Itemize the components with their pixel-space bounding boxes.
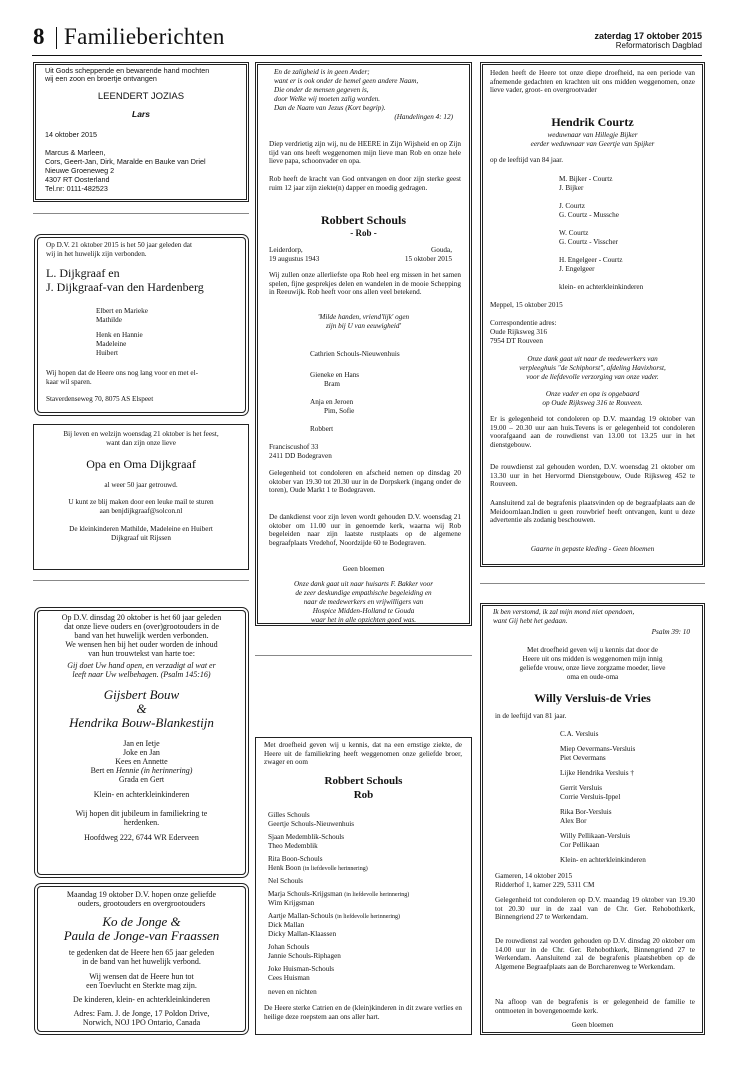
quote: zijn bij U van eeuwigheid' — [326, 322, 401, 330]
ad-text: in de band van het huwelijk verbond. — [82, 957, 201, 966]
header-divider — [56, 27, 57, 49]
family-member: H. Engelgeer - Courtz — [559, 256, 623, 264]
condolence-info: Er is gelegenheid tot condoleren op D.V. maandag 19 oktober van 19.00 – 20.30 uur aan huis.Tevens is er gelegenheid tot condoleren voorafgaand aan de rouwdienst van 13.00 tot 13.25 uur in het dienstgebouw. — [490, 415, 695, 449]
family-member: Bram — [324, 380, 340, 388]
ad-text: We wensen hen bij het ouder worden de inhoud — [65, 640, 218, 649]
ad-text: kaar wil sparen. — [46, 378, 92, 386]
anniversary-ad-bouw — [37, 610, 246, 875]
bible-quote: door Welke wij moeten zalig worden. — [274, 95, 381, 103]
obituary-courtz — [480, 62, 705, 567]
family-member: Klein- en achterkleinkinderen — [93, 790, 190, 799]
ad-text: Wij hopen dat de Heere ons nog lang voor en met el- — [46, 369, 198, 377]
in-memory-note: (in liefdevolle herinnering) — [302, 866, 368, 872]
ad-text: Dijkgraaf uit Rijssen — [111, 534, 171, 542]
family-member: Lijke Hendrika Versluis † — [560, 769, 634, 777]
couple-name: Ko de Jonge & — [102, 914, 181, 929]
family-member: M. Bijker - Courtz — [559, 175, 613, 183]
bible-quote: En de zaligheid is in geen Ander; — [274, 68, 370, 76]
thanks-note: voor de liefdevolle verzorging van onze vader. — [526, 373, 659, 381]
anniversary-ad-dejonge — [37, 886, 246, 1032]
obituary-text: Met droefheid geven wij u kennis dat door de — [527, 646, 658, 654]
family-member-name: Henk Boon — [268, 864, 303, 872]
family-member: Henk en Hannie — [96, 331, 143, 339]
bible-quote: Die onder de mensen gegeven is, — [274, 86, 369, 94]
bible-quote: want er is ook onder de hemel geen andere Naam, — [274, 77, 419, 85]
family-member-name: Marja Schouls-Krijgsman — [268, 890, 345, 898]
service-info: De dankdienst voor zijn leven wordt gehouden D.V. woensdag 21 oktober om 11.00 uur in genoemde kerk, waarna wij Rob begeleiden naar zijn laatste rustplaats op de algemene begraafplaats Vredehof, Noordzijde 60 te Bodegraven. — [269, 513, 461, 547]
thanks-note: de zeer deskundige empathische begeleiding en — [295, 589, 432, 597]
thanks-note: Hospice Midden-Holland te Gouda — [312, 607, 415, 615]
address: Ridderhof 1, kamer 229, 5311 CM — [495, 881, 595, 889]
no-flowers-note: Geen bloemen — [342, 565, 385, 573]
obituary-text: geliefde vrouw, onze lieve zorgzame moeder, lieve — [519, 664, 666, 672]
family-member: Madeleine — [96, 340, 127, 348]
ad-text: Bij leven en welzijn woensdag 21 oktober is het feest, — [63, 430, 219, 438]
place-date: Meppel, 15 oktober 2015 — [490, 301, 563, 309]
newspaper-name: Reformatorisch Dagblad — [615, 41, 702, 50]
ad-text: De kleinkinderen Mathilde, Madeleine en Huibert — [69, 525, 213, 533]
obituary-text: Heere uit ons midden is weggenomen mijn innig — [522, 655, 663, 663]
family-member: Mathilde — [96, 316, 122, 324]
family-member: Anja en Jeroen — [310, 398, 354, 406]
family-member: Willy Pellikaan-Versluis — [560, 832, 631, 840]
address: Norwich, NOJ 1PO Ontario, Canada — [82, 1018, 201, 1027]
address-city: 4307 RT Oosterland — [45, 175, 110, 184]
family-member: Cor Pellikaan — [560, 841, 600, 849]
column-separator — [480, 583, 705, 584]
family-member: Rika Bor-Versluis — [560, 808, 612, 816]
ad-title: Opa en Oma Dijkgraaf — [86, 457, 196, 471]
family-member: Cees Huisman — [268, 974, 310, 982]
ad-text: Op D.V. 21 oktober 2015 is het 50 jaar geleden dat — [46, 241, 192, 249]
address: Staverdenseweg 70, 8075 AS Elspeet — [46, 395, 154, 403]
issue-date: zaterdag 17 oktober 2015 — [594, 31, 702, 41]
anniversary-ad-opa-oma — [33, 424, 249, 570]
anniversary-ad-hardenberg — [37, 237, 246, 413]
family-member: Huibert — [96, 349, 118, 357]
ad-text: herdenken. — [123, 818, 160, 827]
bible-quote: leeft naar Uw welbehagen. (Psalm 145:16) — [72, 670, 211, 679]
obituary-text: Diep verdrietig zijn wij, nu de HEERE in Zijn Wijsheid en op Zijn tijd van ons heeft weggenomen mijn lieve man Rob en onze hele lieve papa, schoonvader en opa. — [269, 140, 461, 166]
obituary-text: De Heere sterke Catrien en de (klein)kinderen in dit zware verlies en heilige deze roepstem aan ons aller hart. — [264, 1004, 462, 1021]
ad-text: wij in het huwelijk zijn verbonden. — [46, 250, 147, 258]
deceased-nickname: - Rob - — [350, 228, 377, 238]
deceased-name: Willy Versluis-de Vries — [534, 691, 651, 705]
lying-in-state: op Oude Rijksweg 316 te Rouveen. — [542, 399, 643, 407]
bible-quote: Gij doet Uw hand open, en verzadigt al wat er — [67, 661, 216, 670]
family-member: Joke Huisman-Schouls — [268, 965, 335, 973]
in-memory-note: (in liefdevolle herinnering) — [335, 914, 401, 920]
birth-intro: Uit Gods scheppende en bewarende hand mochten — [45, 66, 210, 75]
family-member: Alex Bor — [560, 817, 587, 825]
bible-reference: Psalm 39: 10 — [651, 628, 690, 636]
ad-text: want dan zijn onze lieve — [106, 439, 176, 447]
ad-text: Wij wensen dat de Heere hun tot — [89, 972, 194, 981]
birth-date: 19 augustus 1943 — [269, 255, 320, 263]
family-member-name: Aartje Mallan-Schouls — [268, 912, 336, 920]
thanks-note: Onze dank gaat uit naar de medewerkers van — [527, 355, 658, 363]
parents: Marcus & Marleen, — [45, 148, 106, 157]
death-place: Gouda, — [431, 246, 452, 254]
condolence-info: Gelegenheid tot condoleren op D.V. maandag 19 oktober van 19.30 tot 20.30 uur in de zaal van de Chr. Ger. Rehobothkerk, Binnengriend 27 te Werkendam. — [495, 896, 695, 922]
obituary-text: oma en oude-oma — [566, 673, 619, 681]
birth-intro: wij een zoon en broertje ontvangen — [45, 74, 157, 83]
ad-text: te gedenken dat de Heere hen 65 jaar geleden — [68, 948, 215, 957]
deceased-age: op de leeftijd van 84 jaar. — [490, 156, 564, 164]
ad-text: U kunt ze blij maken door een leuke mail te sturen — [68, 498, 214, 506]
family-member: Kees en Annette — [115, 757, 168, 766]
ad-text: De kinderen, klein- en achterkleinkinderen — [72, 995, 211, 1004]
couple-ampersand: & — [136, 701, 147, 716]
family-member: Jannie Schouls-Riphagen — [268, 952, 341, 960]
family-member: Gerrit Versluis — [560, 784, 602, 792]
section-title: Familieberichten — [64, 24, 225, 49]
service-info: De rouwdienst zal gehouden worden, D.V. woensdag 21 oktober om 13.30 uur in het Hervormd Dienstgebouw, Oude Rijksweg 452 te Rouveen. — [490, 463, 695, 489]
ad-text: Op D.V. dinsdag 20 oktober is het 60 jaar geleden — [61, 613, 222, 622]
thanks-note: naar de medewerkers en vrijwilligers van — [303, 598, 424, 606]
family-member-name: Bert en — [90, 766, 116, 775]
family-member: Sjaan Medemblik-Schouls — [268, 833, 345, 841]
family-member: Cathrien Schouls-Nieuwenhuis — [310, 350, 400, 358]
family-member: Theo Medemblik — [268, 842, 318, 850]
column-separator — [33, 213, 249, 214]
place-date: Gameren, 14 oktober 2015 — [495, 872, 573, 880]
lying-in-state: Onze vader en opa is opgebaard — [545, 390, 640, 398]
family-member: G. Courtz - Visscher — [559, 238, 618, 246]
deceased-spouse: weduwnaar van Hillegje Bijker — [547, 131, 638, 139]
burial-info: Aansluitend zal de begrafenis plaatsvinden op de begraafplaats aan de Meidoornlaan.Indien u geen rouwbrief heeft ontvangen, kunt u deze advertentie als zodanig beschouwen. — [490, 499, 695, 525]
family-member: Rita Boon-Schouls — [268, 855, 323, 863]
deceased-name: Robbert Schouls — [324, 775, 403, 787]
child-name: LEENDERT JOZIAS — [97, 91, 185, 102]
family-member: J. Courtz — [559, 202, 585, 210]
ad-text: dat onze lieve ouders en (over)grootouders in de — [64, 622, 219, 631]
couple-name: L. Dijkgraaf en — [46, 266, 120, 280]
obituary-versluis — [480, 603, 705, 1035]
email-address: aan benjdijkgraaf@solcon.nl — [99, 507, 183, 515]
ad-text: Maandag 19 oktober D.V. hopen onze geliefde — [66, 890, 217, 899]
family-member: Geertje Schouls-Nieuwenhuis — [268, 820, 355, 828]
family-member: Gilles Schouls — [268, 811, 310, 819]
family-member: Dicky Mallan-Klaassen — [268, 930, 337, 938]
family-member: Johan Schouls — [268, 943, 310, 951]
header-rule — [32, 55, 702, 56]
column-separator — [255, 655, 472, 656]
ad-text: een Toevlucht en Sterkte mag zijn. — [86, 981, 197, 990]
death-date: 15 oktober 2015 — [404, 255, 452, 263]
family-member: Corrie Versluis-Ippel — [560, 793, 621, 801]
bible-quote: Ik ben verstomd, ik zal mijn mond niet opendoen, — [493, 608, 635, 616]
family-member: Nel Schouls — [268, 877, 303, 885]
deceased-spouse: eerder weduwnaar van Geertje van Spijker — [530, 140, 655, 148]
family-member — [268, 864, 368, 874]
family-member: Pim, Sofie — [324, 407, 355, 415]
family-member: Grada en Gert — [118, 775, 165, 784]
obituary-schouls-siblings — [255, 737, 472, 1035]
family-member: J. Engelgeer — [559, 265, 595, 273]
siblings: Cors, Geert-Jan, Dirk, Maralde en Bauke van Driel — [45, 157, 206, 166]
page-number: 8 — [33, 24, 45, 49]
birth-place: Leiderdorp, — [269, 246, 303, 254]
dress-code-note: Gaarne in gepaste kleding - Geen bloemen — [530, 545, 655, 553]
deceased-name: Hendrik Courtz — [551, 115, 634, 129]
deceased-age: in de leeftijd van 81 jaar. — [495, 712, 567, 720]
family-member: Wim Krijgsman — [268, 899, 315, 907]
ad-text: al weer 50 jaar getrouwd. — [104, 481, 178, 489]
column-separator — [33, 580, 249, 581]
family-member: Klein- en achterkleinkinderen — [560, 856, 646, 864]
ad-text: Wij hopen dit jubileum in familiekring te — [75, 809, 208, 818]
phone-number: Tel.nr: 0111-482523 — [45, 184, 108, 193]
thanks-note: verpleeghuis "de Schiphorst", afdeling Havixhorst, — [519, 364, 666, 372]
in-memory-note: Hennie (in herinnering) — [115, 766, 193, 775]
family-member: Joke en Jan — [123, 748, 160, 757]
couple-name: Hendrika Bouw-Blankestijn — [69, 715, 214, 730]
deceased-name: Robbert Schouls — [320, 213, 406, 227]
family-member: klein- en achterkleinkinderen — [559, 283, 644, 291]
couple-name: Paula de Jonge-van Fraassen — [63, 928, 220, 943]
family-member: Gieneke en Hans — [310, 371, 360, 379]
couple-name: Gijsbert Bouw — [103, 687, 180, 702]
in-memory-note: (in liefdevolle herinnering) — [344, 892, 410, 898]
family-member: G. Courtz - Mussche — [559, 211, 619, 219]
thanks-note: Onze dank gaat uit naar huisarts F. Bakker voor — [293, 580, 433, 588]
family-member: W. Courtz — [559, 229, 589, 237]
after-service-info: Na afloop van de begrafenis is er gelegenheid de familie te ontmoeten in bovengenoemde kerk. — [495, 998, 695, 1015]
family-member: J. Bijker — [559, 184, 584, 192]
family-member: Jan en Ietje — [123, 739, 160, 748]
bible-reference: (Handelingen 4: 12) — [394, 113, 453, 121]
service-info: De rouwdienst zal worden gehouden op D.V. dinsdag 20 oktober om 14.00 uur in de Chr. Ger. Rehobothkerk, Binnengriend 27 te Werkendam. Aansluitend zal de begrafenis plaatshebben op de Algemene Begraafplaats aan de Borcharenweg te Werkendam. — [495, 937, 695, 971]
ad-text: band van het huwelijk werden verbonden. — [74, 631, 209, 640]
couple-name: J. Dijkgraaf-van den Hardenberg — [46, 280, 204, 294]
family-member: Miep Oevermans-Versluis — [560, 745, 636, 753]
address-city: 7954 DT Rouveen — [490, 337, 543, 345]
obituary-text: Rob heeft de kracht van God ontvangen en door zijn sterke geest ruim 12 jaar zijn ziekte(n) dapper en moedig gedragen. — [269, 175, 461, 192]
address-street: Oude Rijksweg 316 — [490, 328, 548, 336]
obituary-text: Wij zullen onze allerliefste opa Rob heel erg missen in het samen spelen, fijne gesprekjes delen en wandelen in de mooie Schepping in Reeuwijk. Rob heeft voor ons allen veel betekend. — [269, 271, 461, 297]
address: Adres: Fam. J. de Jonge, 17 Poldon Drive, — [73, 1009, 210, 1018]
address-city: 2411 DD Bodegraven — [269, 452, 332, 460]
birth-date: 14 oktober 2015 — [45, 130, 97, 139]
address-street: Nieuwe Groeneweg 2 — [45, 166, 115, 175]
deceased-nickname: Rob — [353, 789, 374, 801]
family-member: Piet Oevermans — [560, 754, 606, 762]
address: Hoofdweg 222, 6744 WR Ederveen — [84, 833, 199, 842]
thanks-note: waar het in alle opzichten goed was. — [310, 616, 417, 624]
child-nickname: Lars — [132, 109, 150, 119]
family-member: Robbert — [310, 425, 334, 433]
obituary-schouls-family — [255, 62, 472, 626]
family-member: Dick Mallan — [268, 921, 305, 929]
correspondence-label: Correspondentie adres: — [490, 319, 557, 327]
family-member: C.A. Versluis — [560, 730, 599, 738]
bible-quote: want Gij hebt het gedaan. — [493, 617, 568, 625]
obituary-text: Heden heeft de Heere tot onze diepe droefheid, na een periode van afnemende gedachten en krachten uit ons midden weggenomen, onze lieve vader, groot- en overgrootvader — [490, 69, 695, 95]
bible-quote: Dan de Naam van Jezus (Kort begrip). — [274, 104, 386, 112]
no-flowers-note: Geen bloemen — [571, 1021, 614, 1029]
family-member: Elbert en Marieke — [96, 307, 148, 315]
quote: 'Milde handen, vriend'lijk' ogen — [317, 313, 410, 321]
obituary-text: Met droefheid geven wij u kennis, dat na een ernstige ziekte, de Heere uit de familiekring heeft weggenomen onze geliefde broer, zwager en oom — [264, 741, 462, 767]
birth-ad-jozias — [33, 62, 249, 202]
address-street: Franciscushof 33 — [269, 443, 319, 451]
family-member: neven en nichten — [268, 988, 317, 996]
condolence-info: Gelegenheid tot condoleren en afscheid nemen op dinsdag 20 oktober van 19.30 tot 20.30 uur in de Dorpskerk (ingang onder de toren), Oude Markt 1 te Bodegraven. — [269, 469, 461, 495]
ad-text: ouders, grootouders en overgrootouders — [77, 899, 206, 908]
ad-text: van hun trouwtekst van harte toe: — [88, 649, 195, 658]
